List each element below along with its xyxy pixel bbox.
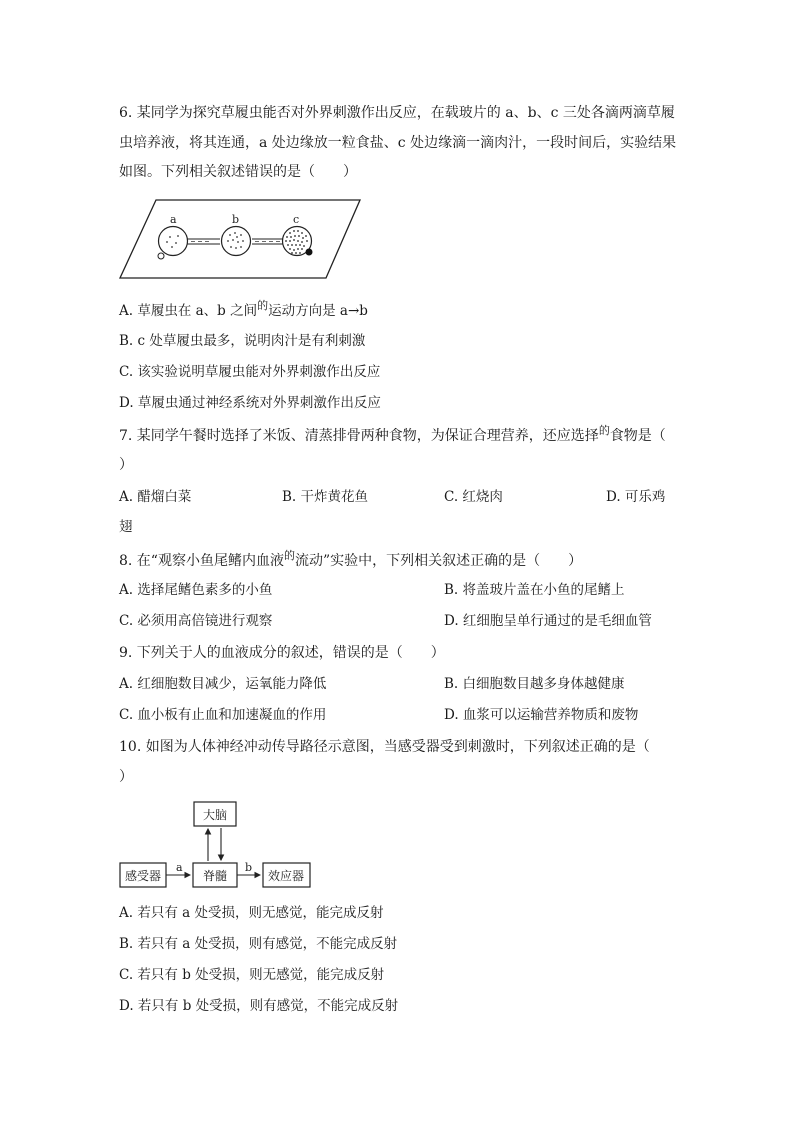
q9-stem: 9. 下列关于人的血液成分的叙述，错误的是（ ） [119,645,445,661]
q9-option-b[interactable]: B. 白细胞数目越多身体越健康 [444,676,625,692]
label-a: a [176,861,183,874]
q6-option-c[interactable]: C. 该实验说明草履虫能对外界刺激作出反应 [119,364,381,380]
q7-option-a[interactable]: A. 醋熘白菜 [119,489,192,505]
salt-grain [158,253,164,259]
q6-option-b[interactable]: B. c 处草履虫最多，说明肉汁是有利刺激 [119,333,366,349]
q7-stem-line1: 7. 某同学午餐时选择了米饭、清蒸排骨两种食物，为保证合理营养，还应选择$^的$食物是（ [119,424,666,444]
q7-option-d-wrap: 翅 [119,519,133,535]
paramecium-slide-figure [118,196,366,282]
q6-stem-line3: 如图。下列相关叙述错误的是（ ） [119,164,357,180]
q8-option-d[interactable]: D. 红细胞呈单行通过的是毛细血管 [444,613,652,629]
label-b: b [232,213,240,226]
spinal-cord-label: 脊髓 [202,869,228,883]
q10-stem-line2: ） [119,769,133,785]
q8-option-b[interactable]: B. 将盖玻片盖在小鱼的尾鳍上 [444,582,625,598]
label-a: a [170,213,177,226]
q10-option-d[interactable]: D. 若只有 b 处受损，则有感觉，不能完成反射 [119,998,399,1014]
q6-stem-line2: 虫培养液，将其连通，a 处边缘放一粒食盐、c 处边缘滴一滴肉汁，一段时间后，实验结果 [119,135,677,151]
q10-option-c[interactable]: C. 若只有 b 处受损，则无感觉，能完成反射 [119,967,385,983]
label-b: b [245,861,253,874]
drop-a [159,227,188,256]
q10-stem-line1: 10. 如图为人体神经冲动传导路径示意图，当感受器受到刺激时，下列叙述正确的是（ [119,739,650,755]
q9-option-d[interactable]: D. 血浆可以运输营养物质和废物 [444,707,639,723]
q7-stem-line2: ） [119,457,133,473]
q8-option-c[interactable]: C. 必须用高倍镜进行观察 [119,613,273,629]
meat-juice-drop [306,249,313,256]
q7-option-d[interactable]: D. 可乐鸡 [606,489,666,505]
q6-stem-line1: 6. 某同学为探究草履虫能否对外界刺激作出反应，在载玻片的 a、b、c 三处各滴两滴草履 [119,105,675,121]
q8-option-a[interactable]: A. 选择尾鳍色素多的小鱼 [119,582,273,598]
q10-option-a[interactable]: A. 若只有 a 处受损，则无感觉，能完成反射 [119,905,384,921]
receptor-label: 感受器 [124,869,162,883]
nerve-pathway-diagram [118,800,314,892]
q7-option-c[interactable]: C. 红烧肉 [444,489,503,505]
brain-label: 大脑 [202,808,228,822]
q8-stem: 8. 在“观察小鱼尾鳍内血液$^的$流动”实验中，下列相关叙述正确的是（ ） [119,549,583,569]
q7-option-b[interactable]: B. 干炸黄花鱼 [282,489,369,505]
q9-option-a[interactable]: A. 红细胞数目减少，运氧能力降低 [119,676,327,692]
q6-option-a[interactable]: A. 草履虫在 a、b 之间$^的$运动方向是 a→b [119,299,368,319]
effector-label: 效应器 [267,869,305,883]
q9-option-c[interactable]: C. 血小板有止血和加速凝血的作用 [119,707,327,723]
q10-option-b[interactable]: B. 若只有 a 处受损，则有感觉，不能完成反射 [119,936,398,952]
label-c: c [293,213,300,226]
q6-option-d[interactable]: D. 草履虫通过神经系统对外界刺激作出反应 [119,395,381,411]
drop-b [222,227,251,256]
